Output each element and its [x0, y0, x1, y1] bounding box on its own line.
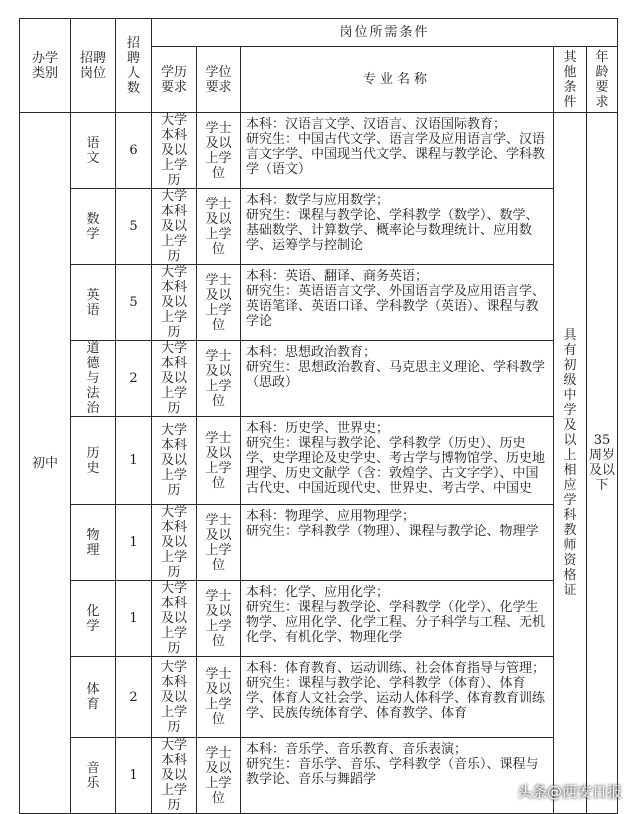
education-cell: 大学本科及以上学历 [152, 657, 197, 738]
table-row [20, 265, 618, 341]
header-category: 办学类别 [20, 19, 71, 113]
degree-cell: 学士及以上学位 [197, 581, 241, 657]
major-line: 本科：数学与应用数学； [246, 193, 390, 208]
degree-cell: 学士及以上学位 [197, 113, 241, 189]
education-cell: 大学本科及以上学历 [152, 189, 197, 265]
major-line: 本科：音乐学、音乐教育、音乐表演； [246, 742, 468, 757]
major-line: 研究生：课程与教学论、学科教学（化学）、化学生物学、应用化学、化学工程、分子科学与工程、无机化学、有机化学、物理化学 [246, 600, 546, 645]
degree-cell: 学士及以上学位 [197, 341, 241, 417]
header-major: 专业名称 [241, 47, 554, 113]
major-line: 研究生：学科教学（物理）、课程与教学论、物理学 [246, 524, 539, 539]
major-cell [241, 265, 554, 341]
degree-cell: 学士及以上学位 [197, 417, 241, 505]
count-cell: 2 [116, 341, 152, 417]
table-row [20, 581, 618, 657]
education-cell: 大学本科及以上学历 [152, 581, 197, 657]
major-cell [241, 581, 554, 657]
major-cell [241, 417, 554, 505]
header-position: 招聘岗位 [71, 19, 116, 113]
major-cell [241, 189, 554, 265]
major-cell [241, 505, 554, 581]
category-cell: 初中 [20, 113, 71, 814]
degree-cell: 学士及以上学位 [197, 738, 241, 814]
header-requirements: 岗位所需条件 [152, 19, 618, 47]
header-count: 招聘人数 [116, 19, 152, 113]
major-cell [241, 341, 554, 417]
position-cell: 体育 [71, 657, 116, 738]
table-row [20, 341, 618, 417]
major-line: 研究生：中国古代文学、语言学及应用语言学、汉语言文字学、中国现当代文学、课程与教学论、学科教学（语文） [246, 132, 546, 177]
major-line: 本科：思想政治教育； [246, 345, 377, 360]
major-line: 研究生：课程与教学论、学科教学（数学）、数学、基础数学、计算数学、概率论与数理统计、应用数学、运筹学与控制论 [246, 208, 539, 253]
major-line: 研究生：课程与教学论、学科教学（历史）、历史学、史学理论及史学史、考古学与博物馆学、历史地理学、历史文献学（含：敦煌学、古文字学）、中国古代史、中国近现代史、世界史、考古学、中国史 [246, 436, 546, 496]
age-requirement-cell: 35周岁及以下 [587, 113, 618, 814]
degree-cell: 学士及以上学位 [197, 265, 241, 341]
table-row [20, 738, 618, 814]
major-line: 本科：物理学、应用物理学； [246, 509, 416, 524]
position-cell: 英语 [71, 265, 116, 341]
table-row [20, 113, 618, 189]
position-cell: 语文 [71, 113, 116, 189]
education-cell: 大学本科及以上学历 [152, 341, 197, 417]
table-row [20, 505, 618, 581]
major-line: 本科：历史学、世界史； [246, 421, 390, 436]
header-age: 年龄要求 [587, 47, 618, 113]
count-cell: 5 [116, 189, 152, 265]
major-line: 本科：汉语言文学、汉语言、汉语国际教育； [246, 117, 507, 132]
education-cell: 大学本科及以上学历 [152, 417, 197, 505]
other-requirement-cell: 具有初级中学及以上相应学科教师资格证 [554, 113, 587, 814]
education-cell: 大学本科及以上学历 [152, 113, 197, 189]
position-cell: 物理 [71, 505, 116, 581]
recruitment-table [19, 18, 618, 814]
major-line: 本科：化学、应用化学； [246, 585, 390, 600]
degree-cell: 学士及以上学位 [197, 657, 241, 738]
header-education: 学历要求 [152, 47, 197, 113]
major-line: 研究生：课程与教学论、学科教学（体育）、体育学、体育人文社会学、运动人体科学、体育教育训练学、民族传统体育学、体育教学、体育 [246, 676, 546, 721]
count-cell: 1 [116, 581, 152, 657]
count-cell: 1 [116, 417, 152, 505]
count-cell: 1 [116, 738, 152, 814]
position-cell: 道德与法治 [71, 341, 116, 417]
position-cell: 数学 [71, 189, 116, 265]
education-cell: 大学本科及以上学历 [152, 738, 197, 814]
education-cell: 大学本科及以上学历 [152, 505, 197, 581]
major-cell [241, 738, 554, 814]
education-cell: 大学本科及以上学历 [152, 265, 197, 341]
major-cell [241, 113, 554, 189]
count-cell: 6 [116, 113, 152, 189]
major-line: 研究生：英语语言文学、外国语言学及应用语言学、英语笔译、英语口译、学科教学（英语）、课程与教学论 [246, 284, 546, 329]
position-cell: 历史 [71, 417, 116, 505]
degree-cell: 学士及以上学位 [197, 189, 241, 265]
major-line: 本科：体育教育、运动训练、社会体育指导与管理； [246, 661, 546, 676]
header-other: 其他条件 [554, 47, 587, 113]
table-row [20, 189, 618, 265]
position-cell: 音乐 [71, 738, 116, 814]
count-cell: 2 [116, 657, 152, 738]
watermark: 头条@西安日报 [516, 783, 622, 801]
major-line: 研究生：思想政治教育、马克思主义理论、学科教学（思政） [246, 360, 546, 390]
table-row [20, 417, 618, 505]
table-row [20, 657, 618, 738]
count-cell: 5 [116, 265, 152, 341]
degree-cell: 学士及以上学位 [197, 505, 241, 581]
major-line: 研究生：音乐学、音乐、学科教学（音乐）、课程与教学论、音乐与舞蹈学 [246, 757, 539, 787]
major-line: 本科：英语、翻译、商务英语； [246, 269, 429, 284]
count-cell: 1 [116, 505, 152, 581]
major-cell [241, 657, 554, 738]
header-degree: 学位要求 [197, 47, 241, 113]
position-cell: 化学 [71, 581, 116, 657]
